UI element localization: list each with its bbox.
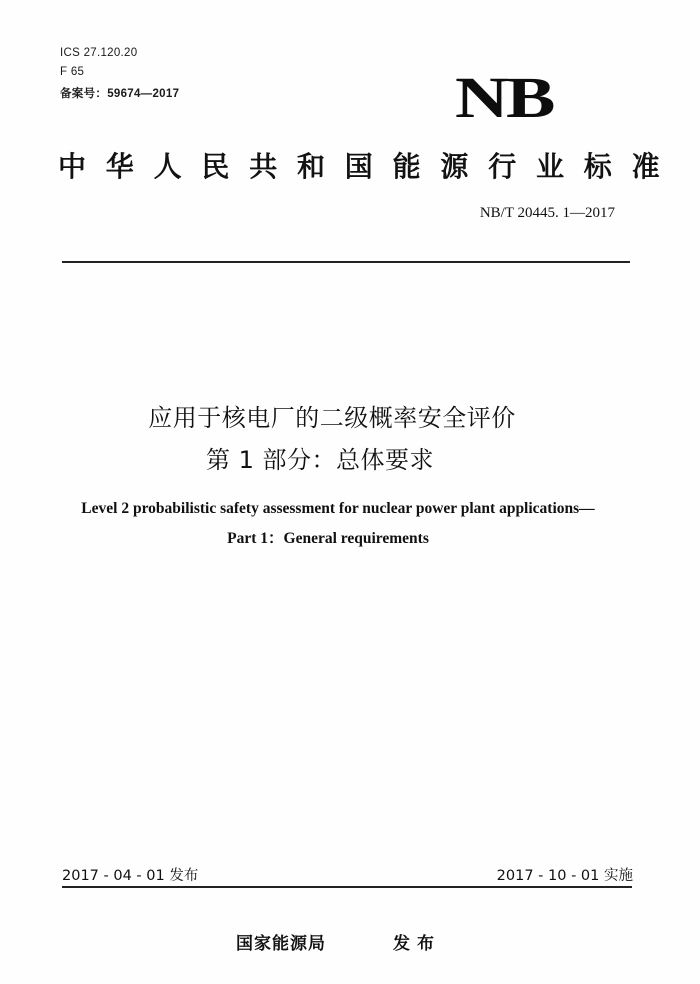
nb-logo: NB bbox=[455, 65, 554, 130]
classification-code: F 65 bbox=[60, 66, 85, 78]
issuing-authority: 国家能源局 bbox=[236, 934, 326, 954]
record-number: 备案号：59674—2017 bbox=[60, 88, 180, 100]
bottom-divider bbox=[62, 886, 632, 888]
implementation-date: 2017 - 10 - 01 实施 bbox=[496, 868, 633, 884]
ics-code: ICS 27.120.20 bbox=[60, 47, 138, 59]
issuing-action: 发布 bbox=[393, 934, 441, 954]
standard-number: NB/T 20445. 1—2017 bbox=[479, 205, 615, 221]
top-divider bbox=[62, 261, 630, 263]
title-en-line1: Level 2 probabilistic safety assessment for nuclear power plant applications— bbox=[81, 500, 595, 517]
title-cn-line1: 应用于核电厂的二级概率安全评价 bbox=[148, 404, 516, 432]
title-cn-line2: 第 1 部分：总体要求 bbox=[205, 446, 435, 474]
standard-category-title: 中华人民共和国能源行业标准 bbox=[58, 150, 680, 183]
title-en-line2: Part 1：General requirements bbox=[227, 530, 429, 547]
issue-date: 2017 - 04 - 01 发布 bbox=[62, 868, 199, 884]
